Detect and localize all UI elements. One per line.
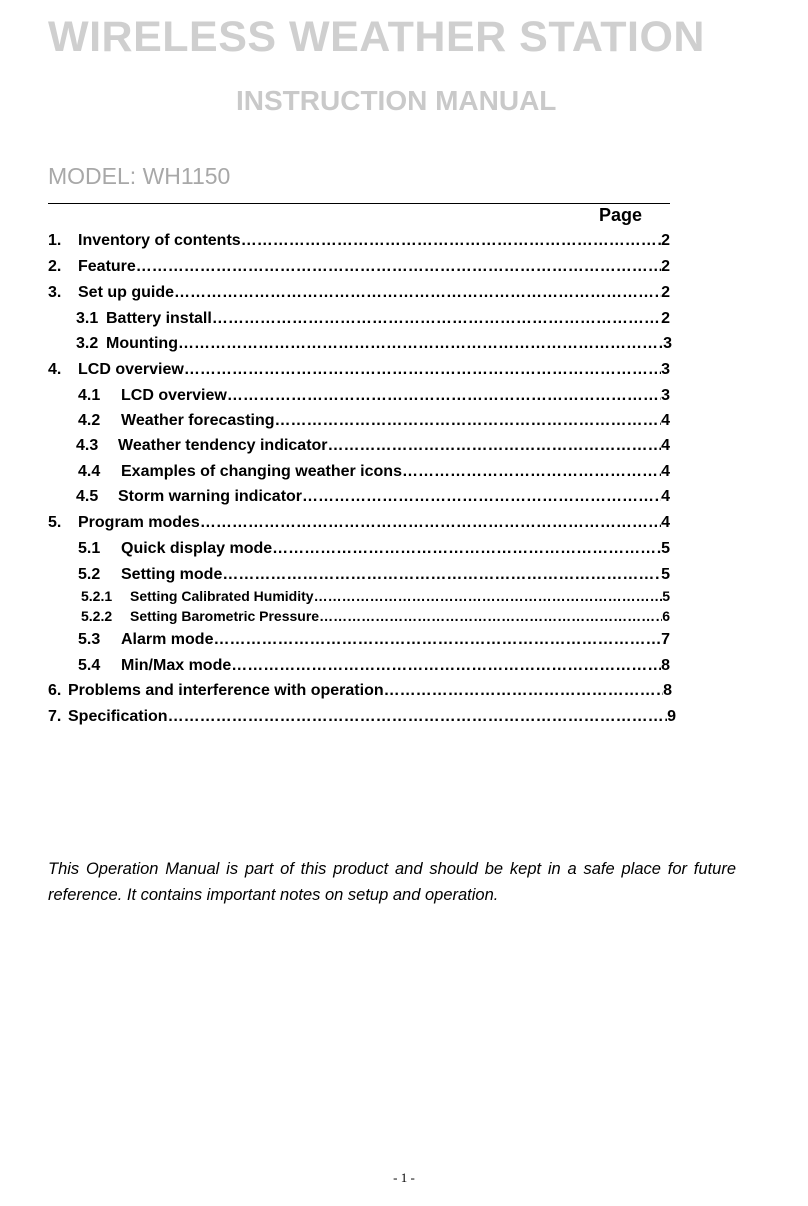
toc-dot-leader [212,309,661,329]
toc-entry-label: Examples of changing weather icons [121,463,402,480]
toc-dot-leader [168,707,668,727]
toc-entry-label: Inventory of contents [78,232,241,249]
toc-entry [78,462,670,482]
toc-entry-page: 7 [661,631,670,648]
toc-dot-leader [275,411,662,431]
toc-entry-page: 3 [661,361,670,378]
toc-entry-page: 6 [662,608,670,624]
toc-entry-number: 5.2 [78,566,101,583]
toc-entry [48,707,676,727]
toc-entry-label: Battery install [106,310,212,327]
toc-entry [48,257,670,277]
toc-entry [78,630,670,650]
toc-entry-page: 2 [661,310,670,327]
page-number: - 1 - [393,1170,415,1185]
toc-entry [48,513,670,533]
toc-entry [78,565,670,585]
toc-entry-page: 8 [661,657,670,674]
toc-entry-label: Problems and interference with operation [68,682,384,699]
toc-entry-label: Set up guide [78,284,174,301]
document-subtitle: INSTRUCTION MANUAL [236,85,557,116]
toc-entry-page: 4 [661,488,670,505]
toc-dot-leader [227,386,661,406]
toc-entry-label: Weather tendency indicator [118,437,328,454]
toc-dot-leader [314,587,663,605]
toc-dot-leader [184,360,661,380]
toc-dot-leader [178,334,663,354]
toc-dot-leader [272,539,661,559]
toc-entry-label: Alarm mode [121,631,214,648]
toc-dot-leader [231,656,661,676]
toc-dot-leader [402,462,661,482]
toc-entry-label: Mounting [106,335,178,352]
toc-entry [48,283,670,303]
toc-entry-number: 4.5 [76,488,99,505]
toc-entry-page: 2 [661,232,670,249]
toc-entry-page: 9 [667,708,676,725]
toc-entry-number: 1. [48,232,62,249]
toc-entry [78,411,670,431]
toc-entry-number: 3.1 [76,310,99,327]
toc-page-column-header: Page [599,205,643,225]
toc-entry [76,487,670,507]
toc-entry-number: 2. [48,258,62,275]
toc-entry-number: 5.4 [78,657,101,674]
toc-entry-page: 3 [663,335,672,352]
toc-entry [78,656,670,676]
toc-entry-label: Program modes [78,514,200,531]
toc-entry-label: Feature [78,258,136,275]
toc-entry-page: 5 [662,588,670,604]
toc-entry-number: 4.2 [78,412,101,429]
toc-entry-page: 5 [661,566,670,583]
toc-entry-page: 4 [661,412,670,429]
toc-entry-number: 5.3 [78,631,101,648]
toc-dot-leader [136,257,661,277]
toc-dot-leader [174,283,661,303]
toc-entry [78,539,670,559]
toc-entry-page: 5 [661,540,670,557]
toc-entry-number: 6. [48,682,62,699]
toc-entry-number: 4. [48,361,62,378]
toc-entry-page: 4 [661,514,670,531]
toc-entry-page: 3 [661,387,670,404]
toc-entry [81,607,670,625]
toc-entry-number: 3. [48,284,62,301]
toc-dot-leader [302,487,661,507]
toc-entry-number: 7. [48,708,62,725]
toc-entry-page: 4 [661,463,670,480]
toc-dot-leader [241,231,661,251]
model-number: MODEL: WH1150 [48,163,231,189]
manual-notice: This Operation Manual is part of this product and should be kept in a safe place for future reference. It contains important notes on setup and operation. [48,860,736,904]
toc-entry [48,231,670,251]
toc-entry-number: 5.2.2 [81,608,113,624]
toc-entry-label: Specification [68,708,168,725]
toc-entry-label: Weather forecasting [121,412,275,429]
toc-dot-leader [222,565,661,585]
toc-dot-leader [384,681,663,701]
toc-entry-label: Min/Max mode [121,657,232,674]
document-title: WIRELESS WEATHER STATION [48,13,705,61]
toc-entry-number: 4.4 [78,463,101,480]
toc-entry-label: Quick display mode [121,540,273,557]
toc-entry-number: 3.2 [76,335,99,352]
toc-entry-number: 5.2.1 [81,588,113,604]
toc-entry-label: Setting Barometric Pressure [130,608,320,624]
toc-entry-number: 4.3 [76,437,99,454]
toc-entry [48,681,672,701]
toc-entry-page: 4 [661,437,670,454]
toc-dot-leader [319,607,662,625]
header-divider [48,203,670,204]
toc-entry-label: Setting mode [121,566,223,583]
toc-entry-label: LCD overview [78,361,184,378]
toc-entry-label: LCD overview [121,387,227,404]
toc-entry [76,309,670,329]
toc-entry-page: 2 [661,284,670,301]
toc-entry-number: 5. [48,514,62,531]
toc-entry [76,334,672,354]
toc-entry [76,436,670,456]
toc-dot-leader [200,513,661,533]
toc-entry [48,360,670,380]
toc-entry [81,587,670,605]
toc-dot-leader [213,630,661,650]
toc-entry-page: 8 [663,682,672,699]
toc-dot-leader [328,436,662,456]
toc-entry-number: 5.1 [78,540,101,557]
toc-entry-label: Storm warning indicator [118,488,303,505]
toc-entry-number: 4.1 [78,387,101,404]
toc-entry [78,386,670,406]
toc-entry-page: 2 [661,258,670,275]
toc-entry-label: Setting Calibrated Humidity [130,588,314,604]
